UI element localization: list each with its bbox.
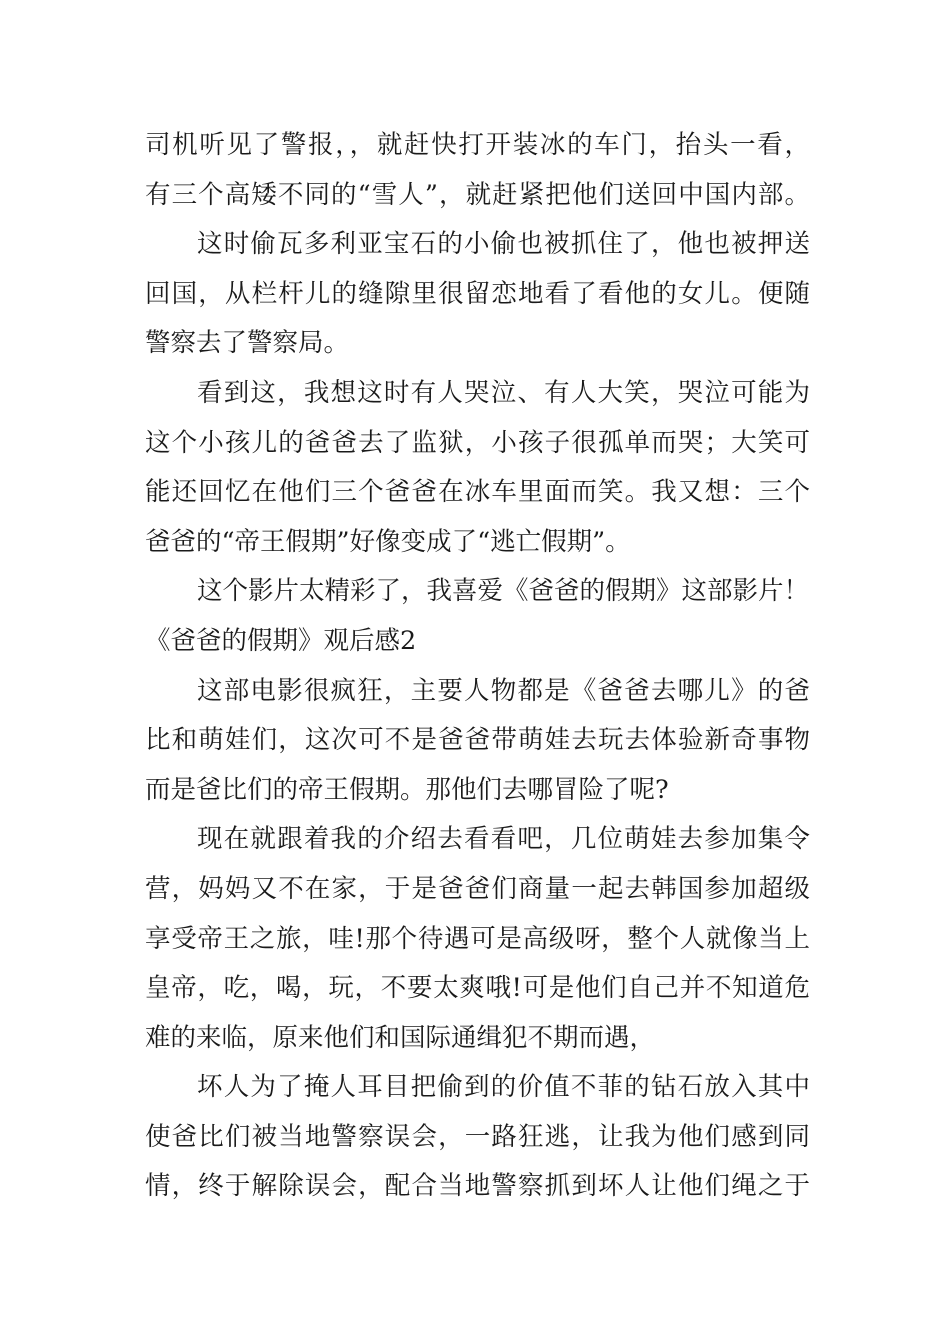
section-heading: 《爸爸的假期》观后感2 — [145, 625, 417, 656]
text-line: 坏人为了掩人耳目把偷到的价值不菲的钻石放入其中 — [197, 1072, 810, 1103]
text-line: 营，妈妈又不在家，于是爸爸们商量一起去韩国参加超级 — [145, 873, 810, 904]
text-line: 有三个高矮不同的“雪人”，就赶紧把他们送回中国内部。 — [145, 179, 810, 210]
text-line: 而是爸比们的帝王假期。那他们去哪冒险了呢? — [145, 774, 669, 805]
text-line: 看到这，我想这时有人哭泣、有人大笑，哭泣可能为 — [197, 377, 810, 408]
document-body — [145, 121, 810, 1212]
text-line: 难的来临，原来他们和国际通缉犯不期而遇， — [145, 1022, 656, 1053]
text-line: 回国，从栏杆儿的缝隙里很留恋地看了看他的女儿。便随 — [145, 278, 810, 309]
text-line: 这时偷瓦多利亚宝石的小偷也被抓住了，他也被押送 — [197, 229, 810, 260]
text-line: 使爸比们被当地警察误会，一路狂逃，让我为他们感到同 — [145, 1121, 810, 1152]
text-line: 能还回忆在他们三个爸爸在冰车里面而笑。我又想：三个 — [145, 477, 810, 508]
text-line: 这个小孩儿的爸爸去了监狱，小孩子很孤单而哭；大笑可 — [145, 427, 810, 458]
text-line: 情，终于解除误会，配合当地警察抓到坏人让他们绳之于 — [145, 1171, 810, 1202]
text-line: 这个影片太精彩了，我喜爱《爸爸的假期》这部影片！ — [197, 576, 810, 607]
text-line: 享受帝王之旅，哇!那个待遇可是高级呀，整个人就像当上 — [145, 923, 810, 954]
text-line: 警察去了警察局。 — [145, 328, 350, 359]
text-line: 皇帝，吃，喝，玩，不要太爽哦!可是他们自己并不知道危 — [145, 973, 810, 1004]
text-line: 这部电影很疯狂，主要人物都是《爸爸去哪儿》的爸 — [197, 675, 810, 706]
text-line: 现在就跟着我的介绍去看看吧，几位萌娃去参加集令 — [197, 824, 810, 855]
text-line: 比和萌娃们，这次可不是爸爸带萌娃去玩去体验新奇事物 — [145, 725, 810, 756]
text-line: 司机听见了警报，，就赶快打开装冰的车门，抬头一看， — [145, 130, 810, 160]
text-line: 爸爸的“帝王假期”好像变成了“逃亡假期”。 — [145, 526, 631, 557]
